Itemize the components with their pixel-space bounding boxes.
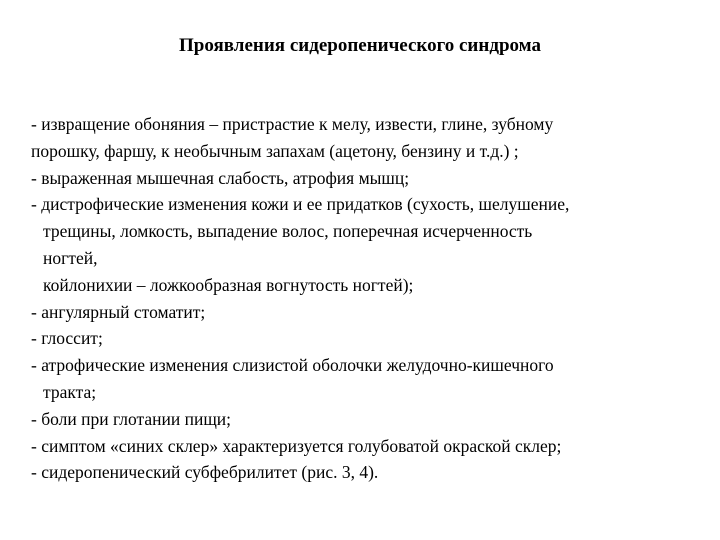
slide-title: Проявления сидеропенического синдрома xyxy=(179,35,541,56)
list-line: ногтей, xyxy=(43,247,98,268)
list-line: - дистрофические изменения кожи и ее придатков (сухость, шелушение, xyxy=(31,194,570,215)
list-line: - атрофические изменения слизистой оболочки желудочно-кишечного xyxy=(31,355,554,376)
list-line: койлонихии – ложкообразная вогнутость ногтей); xyxy=(43,274,414,295)
list-line: - выраженная мышечная слабость, атрофия мышц; xyxy=(31,167,410,188)
list-line: - ангулярный стоматит; xyxy=(31,301,206,322)
symptom-list xyxy=(31,111,711,486)
list-line: тракта; xyxy=(43,381,97,402)
list-line: порошку, фаршу, к необычным запахам (ацетону, бензину и т.д.) ; xyxy=(31,140,519,161)
list-line: - боли при глотании пищи; xyxy=(31,408,232,429)
list-line: - глоссит; xyxy=(31,328,103,349)
list-line: - сидеропенический субфебрилитет (рис. 3, 4). xyxy=(31,462,379,483)
list-line: трещины, ломкость, выпадение волос, поперечная исчерченность xyxy=(43,221,533,242)
list-line: - извращение обоняния – пристрастие к мелу, извести, глине, зубному xyxy=(31,114,554,134)
list-line: - симптом «синих склер» характеризуется голубоватой окраской склер; xyxy=(31,435,562,456)
